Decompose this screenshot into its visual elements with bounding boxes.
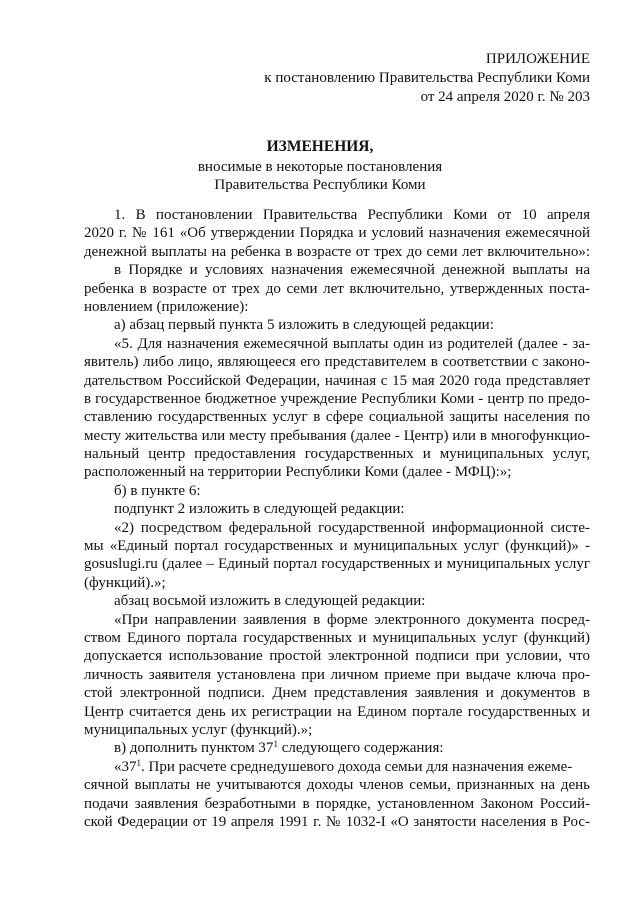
text-line: (функций).»;: [84, 574, 166, 591]
text-fragment: в) дополнить пунктом 37: [114, 740, 274, 757]
text-line: б) в пункте 6:: [114, 482, 201, 499]
text-line: нальный центр предоставления государственных и муниципальных услуг,: [84, 446, 590, 463]
superscript: 1: [136, 757, 141, 768]
text-line: подпункт 2 изложить в следующей редакции:: [114, 501, 405, 518]
text-line: «5. Для назначения ежемесячной выплаты один из родителей (далее - за-: [114, 335, 590, 352]
text-line: допускается использование простой электронной подписи при условии, что: [84, 648, 590, 665]
text-line: в Порядке и условиях назначения ежемесячной денежной выплаты на: [114, 262, 590, 279]
text-fragment: . При расчете среднедушевого дохода семьи для назначения ежеме-: [141, 758, 573, 775]
text-line: новлением (приложение):: [84, 298, 249, 315]
text-line: в государственное бюджетное учреждение Республики Коми - центр по предо-: [84, 390, 590, 407]
appendix-title: ПРИЛОЖЕНИЕ: [485, 51, 590, 67]
text-line: [84, 739, 590, 757]
text-fragment: «37: [114, 758, 137, 775]
text-line: мы «Единый портал государственных и муниципальных услуг (функций)» -: [84, 538, 590, 555]
text-line: абзац восьмой изложить в следующей редакции:: [114, 593, 426, 610]
appendix-reference: к постановлению Правительства Республики Коми: [264, 70, 590, 86]
text-line: дательством Российской Федерации, начиная с 15 мая 2020 года представляет: [84, 372, 590, 389]
text-line: 1. В постановлении Правительства Республики Коми от 10 апреля: [114, 207, 590, 223]
text-line: денежной выплаты на ребенка в возрасте от трех до семи лет включительно»:: [84, 243, 590, 260]
text-line: [84, 758, 590, 776]
document-body: [84, 206, 590, 831]
text-line: месту жительства или месту пребывания (далее - Центр) или в многофункцио-: [84, 427, 590, 444]
document-heading: [0, 138, 640, 195]
text-line: подачи заявления безработными в порядке, установленном Законом Россий-: [84, 795, 590, 812]
text-line: ребенка в возрасте от трех до семи лет включительно, утвержденных поста-: [84, 280, 590, 297]
text-line: личность заявителя установлена при личном приеме при выдаче ключа про-: [84, 666, 590, 683]
text-line: «При направлении заявления в форме электронного документа посред-: [114, 611, 590, 628]
superscript: 1: [273, 739, 278, 750]
text-fragment: следующего содержания:: [281, 740, 444, 757]
text-line: явитель) либо лицо, являющееся его представителем в соответствии с законо-: [84, 354, 590, 371]
text-line: «2) посредством федеральной государственной информационной систе-: [114, 519, 590, 536]
text-line: а) абзац первый пункта 5 изложить в следующей редакции:: [114, 317, 494, 334]
heading-subtitle-2: Правительства Республики Коми: [214, 177, 426, 193]
text-line: Центр считается день их регистрации на Едином портале государственных и: [84, 703, 590, 720]
appendix-date: от 24 апреля 2020 г. № 203: [420, 89, 590, 105]
text-line: 2020 г. № 161 «Об утверждении Порядка и условий назначения ежемесячной: [84, 225, 590, 242]
heading-subtitle-1: вносимые в некоторые постановления: [197, 158, 443, 175]
text-line: ской Федерации от 19 апреля 1991 г. № 1032-I «О занятости населения в Рос-: [84, 813, 590, 830]
text-line: муниципальных услуг (функций).»;: [84, 721, 313, 738]
text-line: сячной выплаты не учитываются доходы членов семьи, признанных на день: [84, 777, 590, 794]
text-line: расположенный на территории Республики Коми (далее - МФЦ):»;: [84, 464, 512, 481]
text-line: gosuslugi.ru (далее – Единый портал государственных и муниципальных услуг: [84, 556, 590, 573]
text-line: стой электронной подписи. Днем представления заявления и документов в: [84, 685, 590, 702]
appendix-block: [264, 50, 590, 107]
text-line: ством Единого портала государственных и муниципальных услуг (функций): [84, 629, 590, 646]
heading-title: ИЗМЕНЕНИЯ,: [266, 138, 374, 155]
text-line: ставлению государственных услуг в сфере социальной защиты населения по: [84, 409, 590, 426]
